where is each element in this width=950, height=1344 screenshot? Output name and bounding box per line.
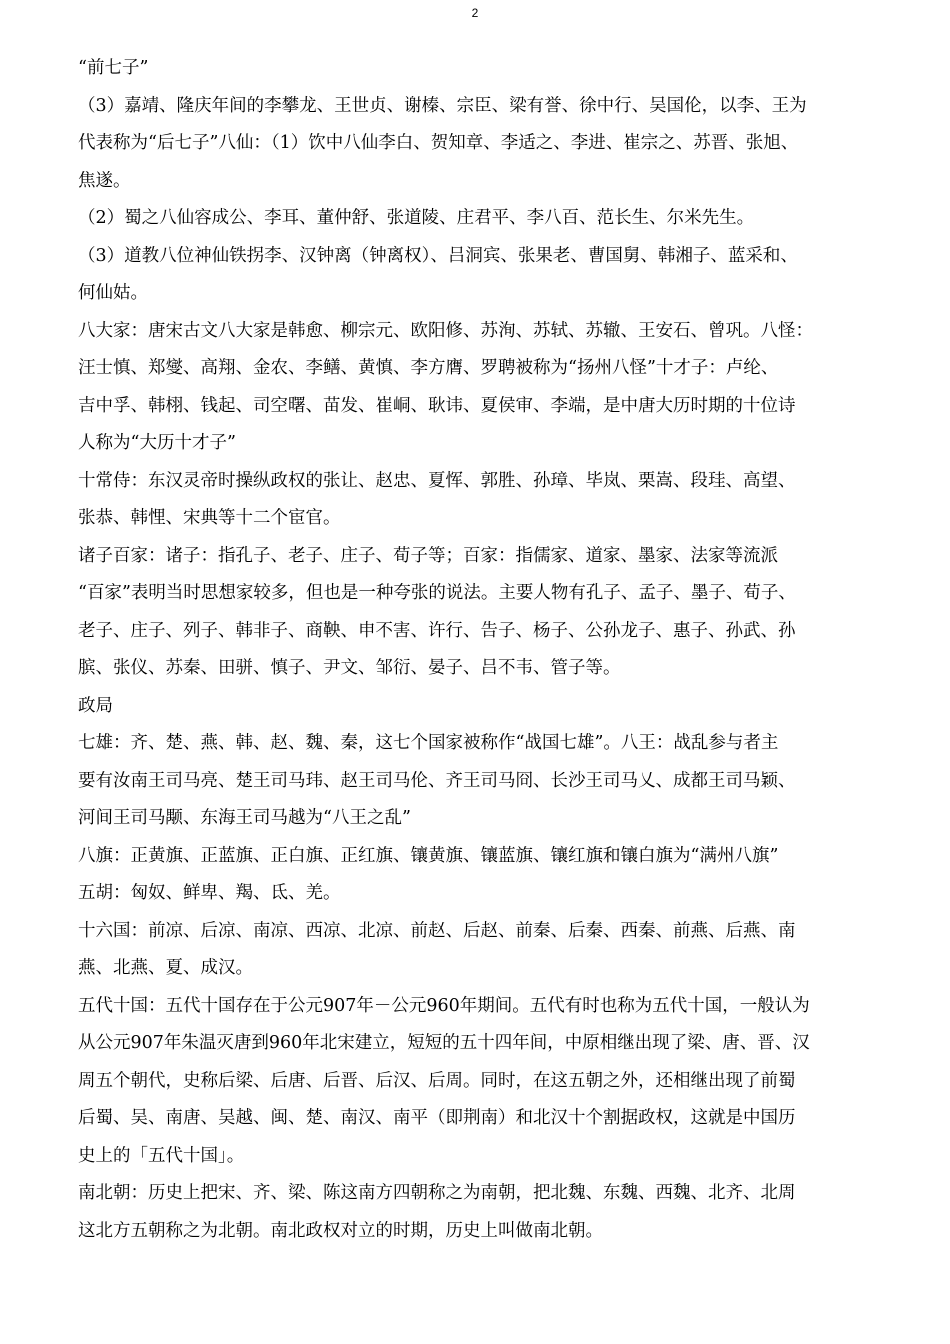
text-line: 诸子百家：诸子：指孔子、老子、庄子、荀子等；百家：指儒家、道家、墨家、法家等流派 — [78, 545, 778, 566]
text-line: 代表称为“后七子”八仙：（1）饮中八仙李白、贺知章、李适之、李进、崔宗之、苏晋、张旭、 — [78, 133, 799, 153]
text-line: 五代十国：五代十国存在于公元907年－公元960年期间。五代有时也称为五代十国，一般认为 — [78, 995, 810, 1016]
text-block — [78, 50, 882, 1250]
text-line: “百家”表明当时思想家较多，但也是一种夸张的说法。主要人物有孔子、孟子、墨子、荀子、 — [78, 583, 796, 603]
text-line: 膑、张仪、苏秦、田骈、慎子、尹文、邹衍、晏子、吕不韦、管子等。 — [78, 658, 621, 678]
text-line: “前七子” — [78, 58, 149, 78]
text-line: 焦遂。 — [78, 170, 131, 191]
text-line: （2）蜀之八仙容成公、李耳、董仲舒、张道陵、庄君平、李八百、范长生、尔米先生。 — [78, 208, 755, 228]
text-line: 八大家：唐宋古文八大家是韩愈、柳宗元、欧阳修、苏洵、苏轼、苏辙、王安石、曾巩。八怪： — [78, 320, 813, 341]
text-line: （3）道教八位神仙铁拐李、汉钟离（钟离权）、吕洞宾、张果老、曹国舅、韩湘子、蓝采和、 — [78, 245, 798, 266]
text-line: 十常侍：东汉灵帝时操纵政权的张让、赵忠、夏恽、郭胜、孙璋、毕岚、栗嵩、段珪、高望、 — [78, 470, 796, 491]
text-line: 五胡：匈奴、鲜卑、羯、氐、羌。 — [78, 883, 341, 903]
text-line: 后蜀、吴、南唐、吴越、闽、楚、南汉、南平（即荆南）和北汉十个割据政权，这就是中国历 — [78, 1108, 796, 1128]
text-line: 周五个朝代，史称后梁、后唐、后晋、后汉、后周。同时，在这五朝之外，还相继出现了前蜀 — [78, 1070, 796, 1091]
text-line: 河间王司马颙、东海王司马越为“八王之乱” — [78, 808, 411, 828]
text-line: 燕、北燕、夏、成汉。 — [78, 958, 253, 978]
text-line: 七雄：齐、楚、燕、韩、赵、魏、秦，这七个国家被称作“战国七雄”。八王：战乱参与者主 — [78, 733, 779, 753]
text-line: 这北方五朝称之为北朝。南北政权对立的时期，历史上叫做南北朝。 — [78, 1220, 603, 1241]
text-line: （3）嘉靖、隆庆年间的李攀龙、王世贞、谢榛、宗臣、梁有誉、徐中行、吴国伦，以李、王为 — [78, 95, 807, 116]
text-line: 十六国：前凉、后凉、南凉、西凉、北凉、前赵、后赵、前秦、后秦、西秦、前燕、后燕、南 — [78, 920, 796, 941]
text-line: 何仙姑。 — [78, 283, 148, 303]
page-number: 2 — [471, 6, 479, 20]
text-line: 老子、庄子、列子、韩非子、商鞅、申不害、许行、告子、杨子、公孙龙子、惠子、孙武、孙 — [78, 620, 796, 641]
section-heading: 政局 — [78, 695, 113, 716]
text-line: 从公元907年朱温灭唐到960年北宋建立，短短的五十四年间，中原相继出现了梁、唐、晋、汉 — [78, 1033, 810, 1053]
text-line: 要有汝南王司马亮、楚王司马玮、赵王司马伦、齐王司马冏、长沙王司马乂、成都王司马颖、 — [78, 770, 796, 791]
text-line: 南北朝：历史上把宋、齐、梁、陈这南方四朝称之为南朝，把北魏、东魏、西魏、北齐、北周 — [78, 1183, 796, 1203]
text-line: 人称为“大历十才子” — [78, 433, 236, 453]
document-body — [78, 50, 882, 1250]
text-line: 汪士慎、郑燮、高翔、金农、李鳝、黄慎、李方膺、罗聘被称为“扬州八怪”十才子：卢纶、 — [78, 358, 779, 378]
text-line: 张恭、韩悝、宋典等十二个宦官。 — [78, 508, 341, 528]
text-line: 八旗：正黄旗、正蓝旗、正白旗、正红旗、镶黄旗、镶蓝旗、镶红旗和镶白旗为“满州八旗” — [78, 845, 779, 866]
text-line: 史上的「五代十国」。 — [78, 1145, 245, 1166]
text-line: 吉中孚、韩栩、钱起、司空曙、苗发、崔峒、耿讳、夏侯审、李端，是中唐大历时期的十位诗 — [78, 395, 796, 416]
